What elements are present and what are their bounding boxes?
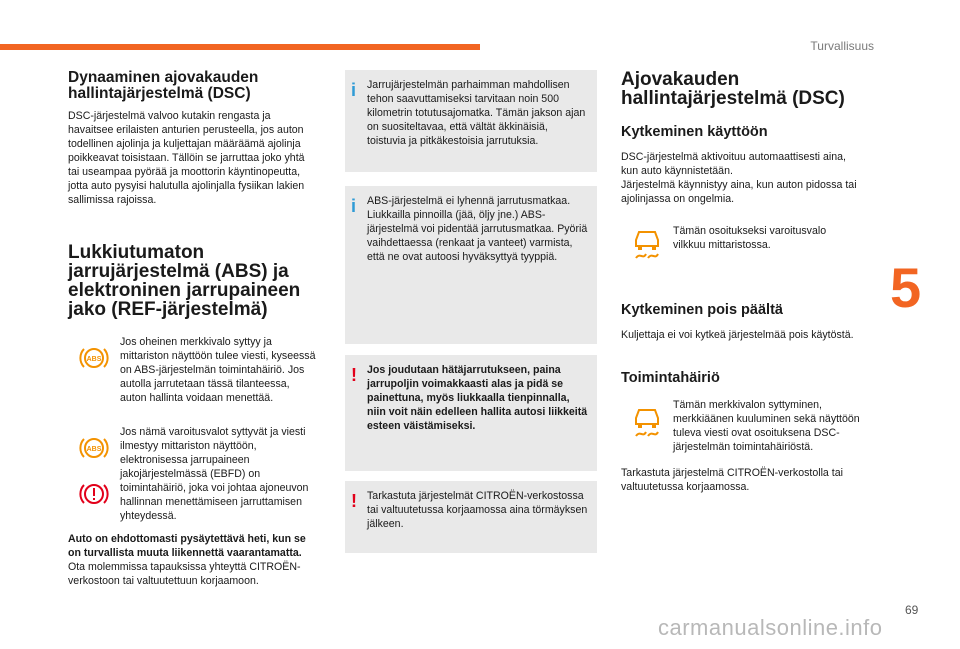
ebfd-warning-row — [68, 425, 318, 523]
dsc-fault-text: Tämän merkkivalon syttyminen, merkkiäänen kuuluminen sekä näyttöön tuleva viesti ovat osoituksena DSC-järjestelmän toimintahäiriöstä. — [673, 399, 860, 453]
info-note-abs — [345, 186, 597, 344]
warning-icon: ! — [351, 491, 357, 511]
left-column — [68, 70, 318, 588]
brake-warning-icon — [79, 481, 109, 507]
info-note-breakin — [345, 70, 597, 172]
dsc-skid-icon — [631, 404, 663, 438]
dsc-skid-icon — [631, 226, 663, 260]
dsc-heading: Ajovakauden hallintajärjestelmä (DSC) — [621, 69, 845, 109]
abs-fault-text: Jos oheinen merkkivalo syttyy ja mittariston näyttöön tulee viesti, kyseessä on ABS-järjestelmän toimintahäiriö. Jos autolla jarrutetaan tässä tilanteessa, auton hallinta voidaan menettää. — [120, 336, 316, 404]
right-column — [621, 70, 861, 494]
abs-icon-label: ABS — [86, 356, 102, 363]
abs-icon-label-2: ABS — [86, 446, 102, 453]
header-accent-bar — [0, 44, 480, 50]
warning-note-collision — [345, 481, 597, 553]
deactivation-text: Kuljettaja ei voi kytkeä järjestelmää pois käytöstä. — [621, 329, 854, 341]
dsc-blink-text: Tämän osoitukseksi varoitusvalo vilkkuu mittaristossa. — [673, 225, 827, 251]
dsc-fault-row — [621, 398, 861, 454]
info-note-breakin-text: Jarrujärjestelmän parhaimman mahdollisen tehon saavuttamiseksi tarvitaan noin 500 kilometrin totutusajomatka. Tämän jakson ajan on suositeltavaa, että vältät äkkinäisiä, toistuvia ja pitkäkestoisia jarrutuksia. — [367, 79, 586, 147]
dsc-intro-heading: Dynaaminen ajovakauden hallintajärjestelmä (DSC) — [68, 69, 259, 102]
warning-note-collision-text: Tarkastuta järjestelmät CITROËN-verkostossa tai valtuutetussa korjaamossa aina törmäyksen jälkeen. — [367, 490, 588, 530]
stop-warning-bold: Auto on ehdottomasti pysäytettävä heti, kun se on turvallista muuta liikennettä vaarantamatta. — [68, 533, 306, 559]
warning-note-emergency — [345, 355, 597, 471]
chapter-number: 5 — [890, 256, 922, 319]
dsc-intro-text: DSC-järjestelmä valvoo kutakin rengasta ja havaitsee erilaisten anturien perusteella, jos auton todellinen ajolinja ja kuljettajan määräämä ajolinja poikkeavat toisistaan. Tällöin se jarruttaa joko yhtä tai useampaa pyörää ja moottorin käyntinopeutta, jotta auto pysyisi halutulla ajolinjalla fysiikan lakien sallimissa rajoissa. — [68, 110, 305, 206]
warning-note-emergency-text: Jos joudutaan hätäjarrutukseen, paina jarrupoljin voimakkaasti alas ja pidä se painettuna, myös liukkaalla tienpinnalla, niin voit näin edelleen hallita autosi liikkeitä esteen väistämiseksi. — [367, 364, 588, 432]
abs-warning-icon-2 — [79, 435, 109, 461]
info-icon: i — [351, 196, 357, 216]
dsc-check-text: Tarkastuta järjestelmä CITROËN-verkostolla tai valtuutetussa korjaamossa. — [621, 467, 843, 493]
page-number: 69 — [905, 603, 919, 617]
info-note-abs-text: ABS-järjestelmä ei lyhennä jarrutusmatkaa. Liukkailla pinnoilla (jää, öljy jne.) ABS-järjestelmä voi pidentää jarrutusmatkaa. Pyöriä vaihdettaessa (renkaat ja vanteet) varmista, että ne ovat autoosi hyväksyttyä tyyppiä. — [367, 195, 588, 263]
info-icon: i — [351, 80, 357, 100]
abs-warning-icon — [79, 345, 109, 371]
contact-dealer-text: Ota molemmissa tapauksissa yhteyttä CITROËN-verkostoon tai valtuutettuun korjaamoon. — [68, 561, 301, 587]
malfunction-heading: Toimintahäiriö — [621, 370, 720, 386]
abs-heading: Lukkiutumaton jarrujärjestelmä (ABS) ja elektroninen jarrupaineen jako (REF-järjestelmä) — [68, 242, 301, 320]
dsc-blink-row — [621, 224, 861, 260]
warning-icon: ! — [351, 365, 357, 385]
abs-warning-row — [68, 335, 318, 405]
watermark: carmanualsonline.info — [658, 615, 883, 640]
ebfd-fault-text: Jos nämä varoitusvalot syttyvät ja viesti ilmestyy mittariston näyttöön, elektronisessa jarrupaineen jakojärjestelmässä (EBFD) on toimintahäiriö, joka voi johtaa ajoneuvon hallinnan menettämiseen jarruttamisen yhteydessä. — [120, 426, 309, 522]
activation-text: DSC-järjestelmä aktivoituu automaattisesti aina, kun auto käynnistetään. Järjestelmä käynnistyy aina, kun auton pidossa tai ajolinjassa on ongelmia. — [621, 151, 857, 205]
deactivation-heading: Kytkeminen pois päältä — [621, 302, 783, 318]
activation-heading: Kytkeminen käyttöön — [621, 124, 768, 140]
section-title: Turvallisuus — [810, 39, 874, 53]
